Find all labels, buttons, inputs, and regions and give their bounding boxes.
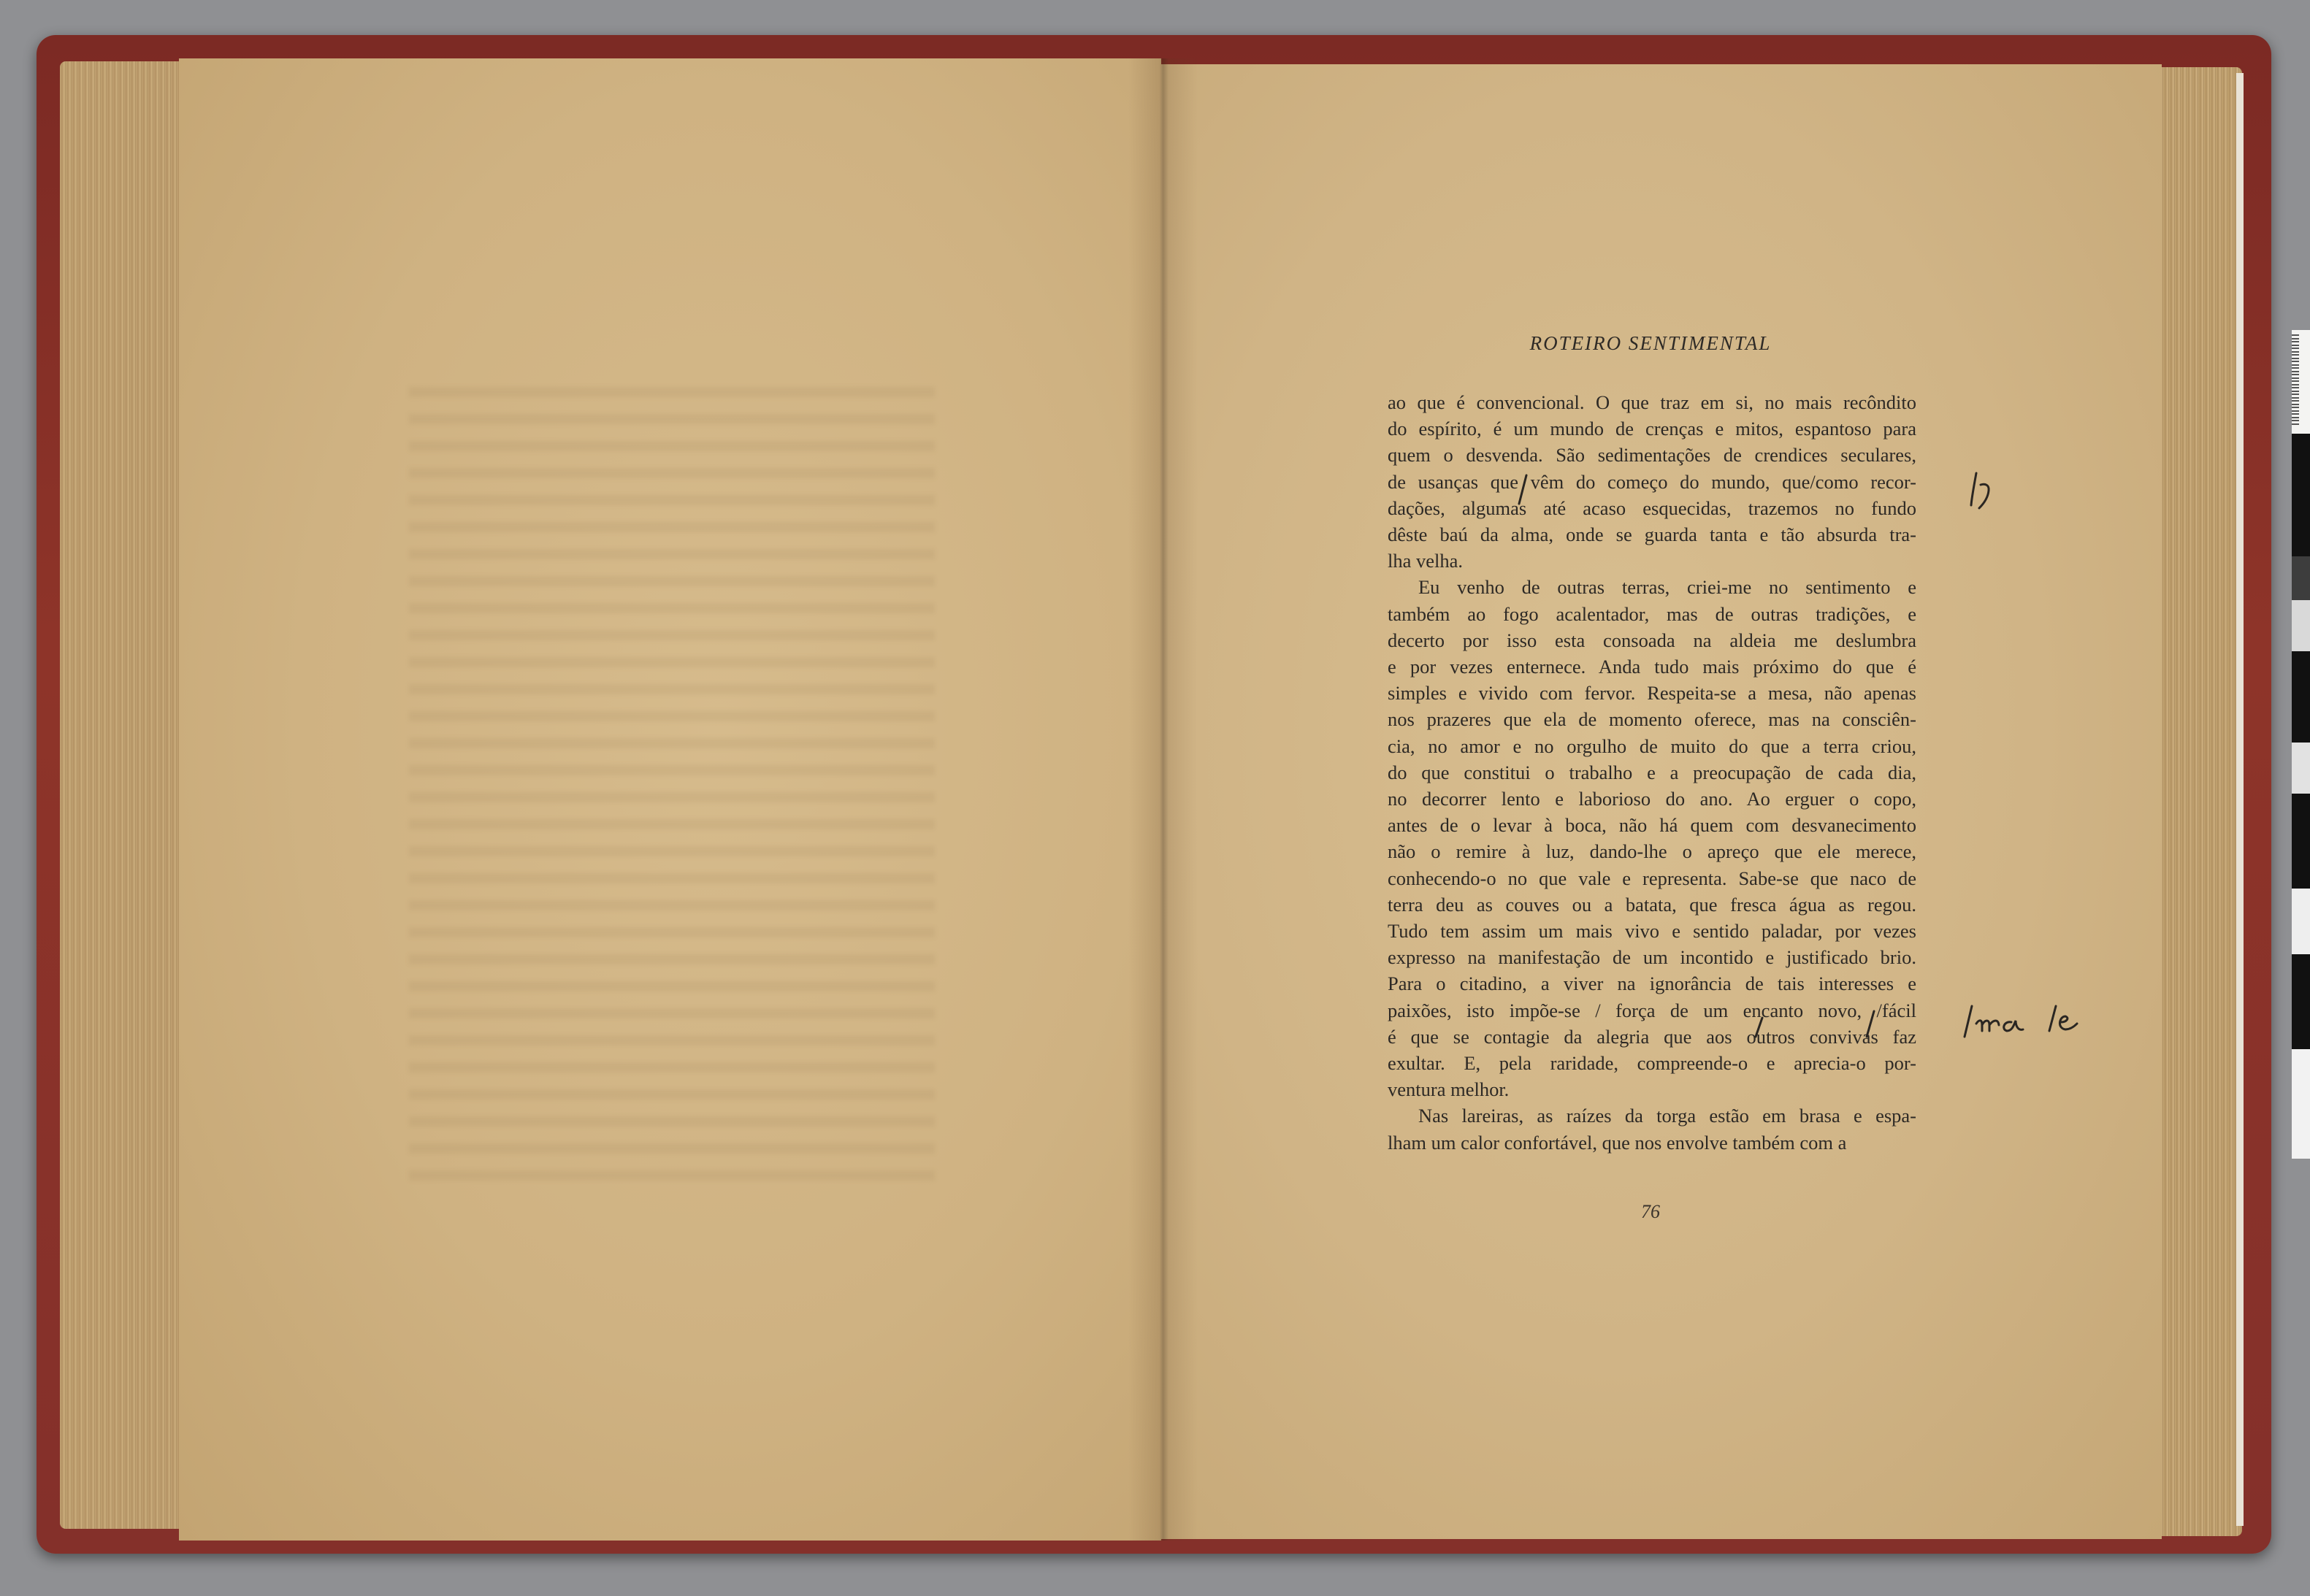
scale-tick	[2292, 420, 2299, 421]
text-line: decerto por isso esta consoada na aldeia me deslumbra	[1388, 629, 1916, 651]
margin-note-2	[1965, 1006, 1972, 1037]
text-line: quem o desvenda. São sedimentações de crendices seculares,	[1388, 444, 1916, 467]
text-line: nos prazeres que ela de momento oferece, mas na consciên-	[1388, 708, 1916, 731]
page-number: 76	[1641, 1201, 1660, 1222]
text-line: cia, no amor e no orgulho de muito do que a terra criou,	[1388, 734, 1916, 757]
text-line: é que se contagie da alegria que aos outros convivas faz	[1388, 1025, 1916, 1048]
scale-tick	[2292, 407, 2299, 408]
scale-tick	[2292, 348, 2299, 349]
scale-tick	[2292, 361, 2299, 362]
text-line: Eu venho de outras terras, criei-me no sentimento e	[1418, 576, 1916, 599]
scale-tick	[2292, 417, 2299, 418]
text-line: dêste baú da alma, onde se guarda tanta e tão absurda tra-	[1388, 523, 1916, 546]
scale-tick	[2292, 338, 2299, 339]
scale-tick	[2292, 423, 2299, 425]
scale-tick	[2292, 387, 2299, 388]
text-line: antes de o levar à boca, não há quem com desvanecimento	[1388, 814, 1916, 837]
text-line: Para o citadino, a viver na ignorância de tais interesses e	[1388, 972, 1916, 995]
text-line: conhecendo-o no que vale e representa. Sabe-se que naco de	[1388, 867, 1916, 889]
scale-tick	[2292, 371, 2299, 372]
text-line: Tudo tem assim um mais vivo e sentido paladar, por vezes	[1388, 920, 1916, 943]
text-line: expresso na manifestação de um incontido e justificado brio.	[1388, 946, 1916, 969]
text-line: Nas lareiras, as raízes da torga estão em brasa e espa-	[1418, 1105, 1916, 1127]
text-line: paixões, isto impõe-se / força de um encanto novo, /fácil	[1388, 999, 1916, 1021]
text-line: do que constitui o trabalho e a preocupação de cada dia,	[1388, 761, 1916, 783]
scale-tick	[2292, 354, 2299, 356]
scale-tick	[2292, 345, 2299, 346]
scale-tick	[2292, 410, 2299, 412]
scale-tick	[2292, 400, 2299, 402]
text-line: não o remire à luz, dando-lhe o apreço que ele merece,	[1388, 840, 1916, 863]
scale-tick	[2292, 404, 2299, 405]
scale-tick	[2292, 367, 2299, 369]
text-line: do espírito, é um mundo de crenças e mitos, espantoso para	[1388, 418, 1916, 440]
scale-tick	[2292, 394, 2299, 395]
text-line: de usanças que vêm do começo do mundo, que/como recor-	[1388, 470, 1916, 493]
text-line: também ao fogo acalentador, mas de outras tradições, e	[1388, 602, 1916, 625]
scale-tick	[2292, 397, 2299, 399]
scale-tick	[2292, 334, 2299, 336]
text-line: e por vezes enternece. Anda tudo mais próximo do que é	[1388, 656, 1916, 678]
scale-tick	[2292, 364, 2299, 366]
scale-tick	[2292, 380, 2299, 382]
text-line: exultar. E, pela raridade, compreende-o e aprecia-o por-	[1388, 1052, 1916, 1075]
text-line: lha velha.	[1388, 550, 1464, 572]
text-line: lham um calor confortável, que nos envolve também com a	[1388, 1131, 1847, 1154]
scale-tick	[2292, 374, 2299, 375]
scale-tick	[2292, 384, 2299, 385]
text-line: ao que é convencional. O que traz em si, no mais recôndito	[1388, 391, 1916, 413]
text-line: no decorrer lento e laborioso do ano. Ao erguer o copo,	[1388, 788, 1916, 810]
scale-bar	[2292, 330, 2310, 1159]
text-line: terra deu as couves ou a batata, que fresca água as regou.	[1388, 893, 1916, 916]
running-head: ROTEIRO SENTIMENTAL	[1529, 332, 1772, 354]
scale-tick	[2292, 341, 2299, 342]
scale-tick	[2292, 377, 2299, 379]
text-line: ventura melhor.	[1388, 1078, 1510, 1101]
scale-tick	[2292, 413, 2299, 415]
margin-note-1	[1971, 473, 1976, 505]
scale-tick	[2292, 358, 2299, 359]
scale-tick	[2292, 391, 2299, 392]
scale-tick	[2292, 351, 2299, 353]
margin-note-3	[2049, 1006, 2056, 1031]
text-line: simples e vivido com fervor. Respeita-se a mesa, não apenas	[1388, 682, 1916, 705]
text-line: dações, algumas até acaso esquecidas, trazemos no fundo	[1388, 496, 1916, 519]
